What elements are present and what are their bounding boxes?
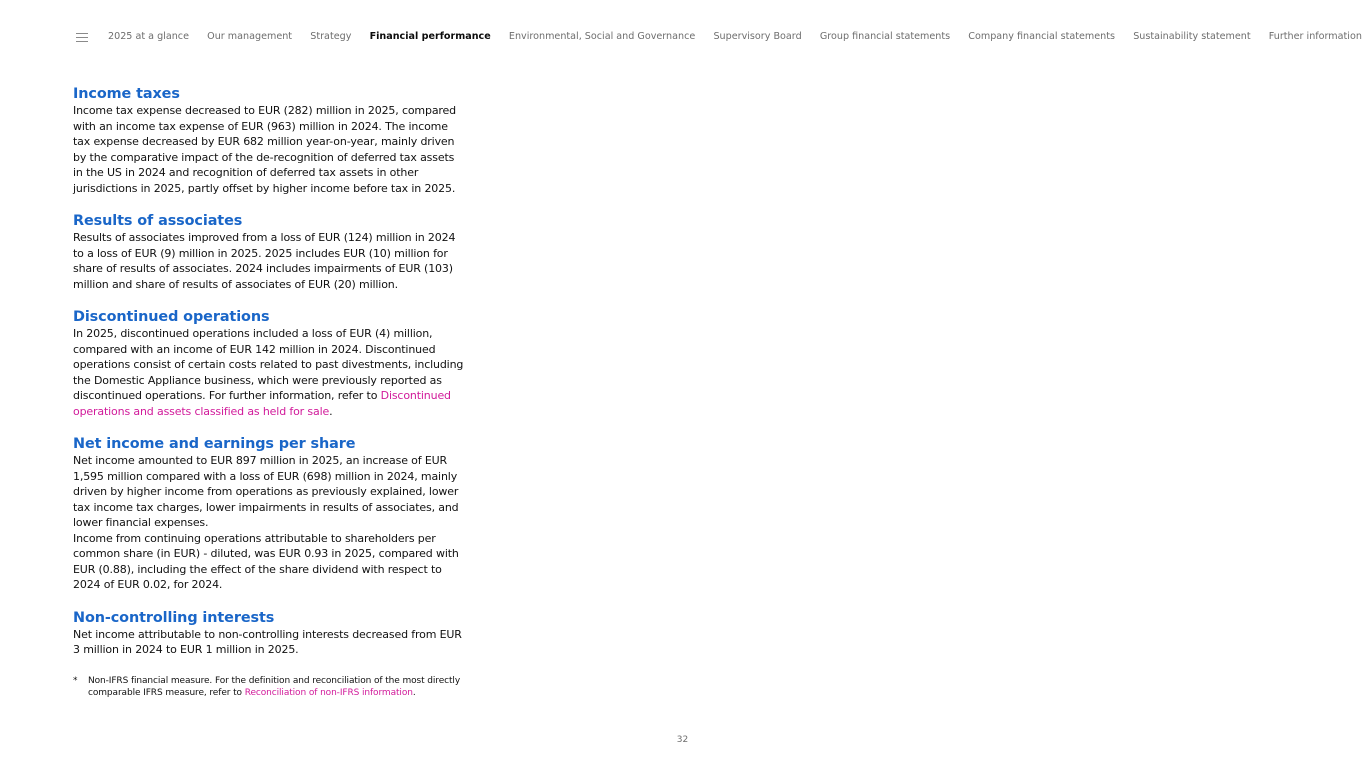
section-non-controlling-interests bbox=[73, 610, 465, 658]
nav-item-financial-performance[interactable]: Financial performance bbox=[369, 31, 491, 42]
section-body: Results of associates improved from a loss of EUR (124) million in 2024 to a loss of EUR (9) million in 2025. 2025 includes EUR (10) million for share of results of associates. 2024 includes impairments of EUR (103) million and share of results of associates of EUR (20) million. bbox=[73, 231, 456, 291]
nav-item-group-financial-statements[interactable]: Group financial statements bbox=[819, 31, 951, 42]
nav-item-company-financial-statements[interactable]: Company financial statements bbox=[968, 31, 1115, 42]
section-body: Income tax expense decreased to EUR (282) million in 2025, compared with an income tax expense of EUR (963) million in 2024. The income tax expense decreased by EUR 682 million year-on-year, mainly driven by the comparative impact of the de-recognition of deferred tax assets in the US in 2024 and recognition of deferred tax assets in other jurisdictions in 2025, partly offset by higher income before tax in 2025. bbox=[73, 104, 457, 195]
section-heading: Discontinued operations bbox=[73, 309, 270, 325]
footnote-end: . bbox=[412, 687, 416, 698]
main-content bbox=[73, 86, 465, 699]
section-heading: Net income and earnings per share bbox=[73, 436, 356, 452]
section-discontinued-operations bbox=[73, 309, 465, 419]
nav-item-our-management[interactable]: Our management bbox=[207, 31, 293, 42]
page-number: 32 bbox=[676, 735, 689, 745]
section-heading: Non-controlling interests bbox=[73, 609, 275, 626]
nav-item-sustainability-statement[interactable]: Sustainability statement bbox=[1133, 31, 1251, 42]
section-results-of-associates bbox=[73, 213, 465, 292]
section-heading: Income taxes bbox=[73, 86, 180, 102]
nav-item-2025-at-a-glance[interactable]: 2025 at a glance bbox=[108, 31, 189, 42]
hamburger-menu-icon[interactable] bbox=[76, 33, 88, 42]
nav-item-strategy[interactable]: Strategy bbox=[310, 31, 352, 42]
discontinued-operations-link[interactable]: Discontinued operations and assets classified as held for sale bbox=[73, 389, 451, 418]
footnote-text: Non-IFRS financial measure. For the definition and reconciliation of the most directly comparable IFRS measure, refer to bbox=[88, 675, 461, 698]
section-heading: Results of associates bbox=[73, 213, 243, 229]
nav-item-supervisory-board[interactable]: Supervisory Board bbox=[713, 31, 802, 42]
section-body: Net income amounted to EUR 897 million in 2025, an increase of EUR 1,595 million compared with a loss of EUR (698) million in 2024, mainly driven by higher income from operations as previously explained, lower tax income tax charges, lower impairments in results of associates, and lower financial expenses. bbox=[73, 454, 459, 529]
reconciliation-non-ifrs-link[interactable]: Reconciliation of non-IFRS information bbox=[244, 687, 413, 698]
section-body-text: In 2025, discontinued operations included a loss of EUR (4) million, compared with an income of EUR 142 million in 2024. Discontinued operations consist of certain costs related to past divestments, including the Domestic Appliance business, which were previously reported as discontinued operations. For further information, refer to bbox=[73, 327, 464, 402]
section-net-income-eps bbox=[73, 436, 465, 593]
section-body: Net income attributable to non-controlling interests decreased from EUR 3 million in 2024 to EUR 1 million in 2025. bbox=[73, 627, 462, 656]
footnote bbox=[73, 675, 465, 699]
section-income-taxes bbox=[73, 86, 465, 196]
footnote-marker: * bbox=[73, 675, 78, 686]
section-body-end: . bbox=[329, 404, 333, 418]
nav-item-esg[interactable]: Environmental, Social and Governance bbox=[508, 31, 696, 42]
nav-item-further-information[interactable]: Further information bbox=[1268, 31, 1362, 42]
top-navigation bbox=[108, 31, 1362, 42]
section-body bbox=[73, 326, 465, 419]
section-body: Income from continuing operations attributable to shareholders per common share (in EUR) - diluted, was EUR 0.93 in 2025, compared with EUR (0.88), including the effect of the share dividend with respect to 2024 of EUR 0.02, for 2024. bbox=[73, 531, 459, 591]
